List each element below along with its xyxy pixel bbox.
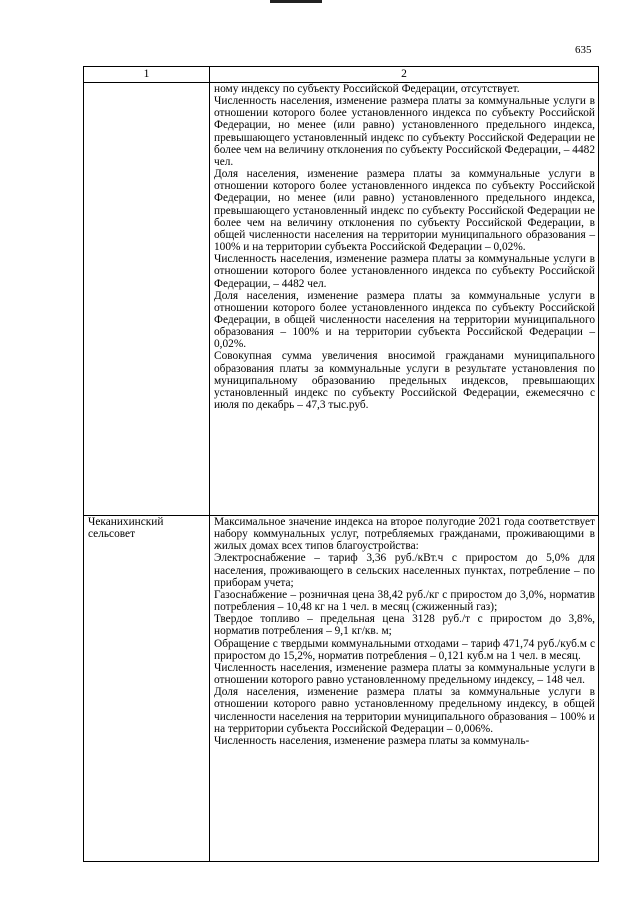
paragraph: Газоснабжение – розничная цена 38,42 руб./кг с приростом до 3,0%, норматив потребления – 10,48 кг на 1 чел. в месяц (сжиженный газ); — [214, 588, 595, 614]
paragraph: Численность населения, изменение размера платы за коммунальные услуги в отношении которого более установленного индекса по субъекту Российской Федерации, – 4482 чел. — [214, 253, 595, 290]
table-row — [84, 83, 599, 516]
table-row — [84, 516, 599, 862]
paragraph: Доля населения, изменение размера платы за коммунальные услуги в отношении которого более установленного индекса по субъекту Российской Федерации, в общей численности населения на территории муниципального образования – 100% и на территории субъекта Российской Федерации – 0,02%. — [214, 289, 595, 351]
row1-col2 — [210, 83, 599, 516]
paragraph: Электроснабжение – тариф 3,36 руб./кВт.ч с приростом до 5,0% для населения, проживающего в сельских населенных пунктах, потребление – по приборам учета; — [214, 552, 595, 589]
header-cell-1: 1 — [84, 67, 210, 83]
paragraph: Численность населения, изменение размера платы за коммунальные услуги в отношении которого более установленного индекса по субъекту Российской Федерации, но менее (или равно) установленного предельного индекса, превышающего установленный индекс по субъекту Российской Федерации не более чем на величину отклонения по субъекту Российской Федерации, – 4482 чел. — [214, 95, 595, 168]
paragraph: Совокупная сумма увеличения вносимой гражданами муниципального образования платы за коммунальные услуги в результате установления по муниципальному образованию предельных индексов, превышающих установленный индекс по субъекту Российской Федерации, ежемесячно с июля по декабрь – 47,3 тыс.руб. — [214, 350, 595, 412]
row2-col2 — [210, 516, 599, 862]
paragraph: Доля населения, изменение размера платы за коммунальные услуги в отношении которого более установленного индекса по субъекту Российской Федерации, но менее (или равно) установленного предельного индекса, превышающего установленный индекс по субъекту Российской Федерации не более чем на величину отклонения по субъекту Российской Федерации, в общей численности населения на территории муниципального образования – 100% и на территории субъекта Российской Федерации – 0,02%. — [214, 168, 595, 254]
paragraph: Доля населения, изменение размера платы за коммунальные услуги в отношении которого равно установленному предельному индексу, в общей численности населения на территории муниципального образования – 100% и на территории субъекта Российской Федерации – 0,006%. — [214, 686, 595, 735]
paragraph: Численность населения, изменение размера платы за коммунальные услуги в отношении которого равно установленному предельному индексу, – 148 чел. — [214, 661, 595, 687]
page-number: 635 — [575, 44, 592, 56]
table-header-row — [84, 67, 599, 83]
row1-col1 — [84, 83, 210, 516]
paragraph: ному индексу по субъекту Российской Федерации, отсутствует. — [214, 83, 520, 95]
data-table — [83, 66, 599, 862]
paragraph: Максимальное значение индекса на второе полугодие 2021 года соответствует набору коммунальных услуг, потребляемых гражданами, проживающими в жилых домах всех типов благоустройства: — [214, 516, 595, 553]
header-cell-2: 2 — [210, 67, 599, 83]
paragraph: Обращение с твердыми коммунальными отходами – тариф 471,74 руб./куб.м с приростом до 15,2%, норматив потребления – 0,121 куб.м на 1 чел. в месяц. — [214, 637, 595, 662]
municipality-name: Чеканихинский сельсовет — [88, 516, 164, 541]
row2-col1 — [84, 516, 210, 862]
top-scan-mark — [270, 0, 322, 3]
paragraph: Численность населения, изменение размера платы за коммуналь- — [214, 734, 530, 747]
paragraph: Твердое топливо – предельная цена 3128 руб./т с приростом до 3,8%, норматив потребления – 9,1 кг/кв. м; — [214, 613, 595, 638]
